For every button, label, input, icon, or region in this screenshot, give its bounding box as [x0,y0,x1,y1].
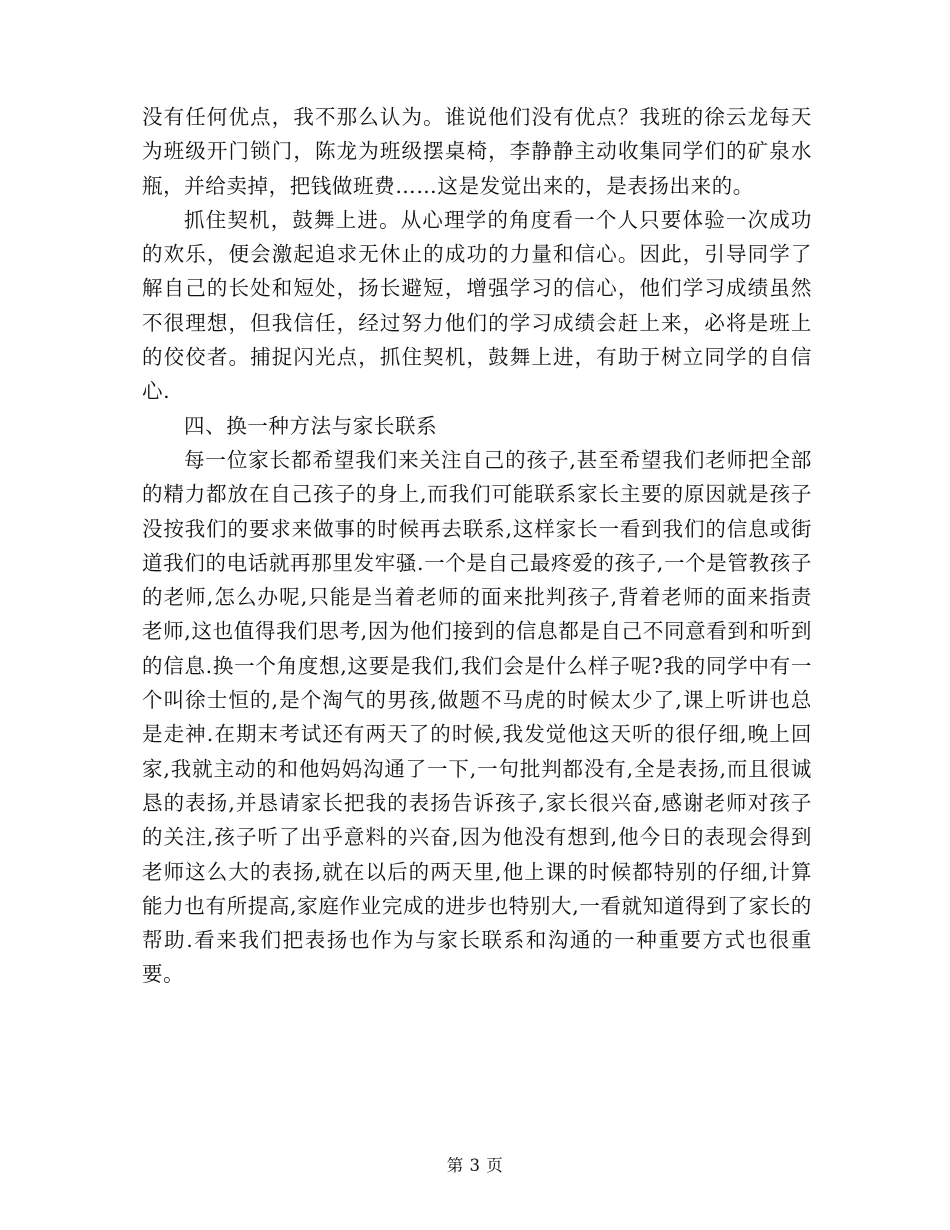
section-heading: 四、换一种方法与家长联系 [184,413,438,438]
paragraph-parent-contact: 每一位家长都希望我们来关注自己的孩子,甚至希望我们老师把全部的精力都放在自己孩子的身上,而我们可能联系家长主要的原因就是孩子没按我们的要求来做事的时候再去联系,这样家长一看到我们的信息或街道我们的电话就再那里发牢骚.一个是自己最疼爱的孩子,一个是管教孩子的老师,怎么办呢,只能是当着老师的面来批判孩子,背着老师的面来指责老师,这也值得我们思考,因为他们接到的信息都是自己不同意看到和听到的信息.换一个角度想,这要是我们,我们会是什么样子呢?我的同学中有一个叫徐士恒的,是个淘气的男孩,做题不马虎的时候太少了,课上听讲也总是走神.在期末考试还有两天了的时候,我发觉他这天听的很仔细,晚上回家,我就主动的和他妈妈沟通了一下,一句批判都没有,全是表扬,而且很诚恳的表扬,并恳请家长把我的表扬告诉孩子,家长很兴奋,感谢老师对孩子的关注,孩子听了出乎意料的兴奋,因为他没有想到,他今日的表现会得到老师这么大的表扬,就在以后的两天里,他上课的时候都特别的仔细,计算能力也有所提高,家庭作业完成的进步也特别大,一看就知道得到了家长的帮助.看来我们把表扬也作为与家长联系和沟通的一种重要方式也很重要。 [142,447,812,987]
page-number: 第 3 页 [446,1156,504,1175]
document-body [142,100,812,992]
paragraph-continuation: 没有任何优点，我不那么认为。谁说他们没有优点？我班的徐云龙每天为班级开门锁门，陈龙为班级摆桌椅，李静静主动收集同学们的矿泉水瓶，并给卖掉，把钱做班费……这是发觉出来的，是表扬出来的。 [142,105,812,198]
paragraph-seize-opportunity: 抓住契机，鼓舞上进。从心理学的角度看一个人只要体验一次成功的欢乐，便会激起追求无休止的成功的力量和信心。因此，引导同学了解自己的长处和短处，扬长避短，增强学习的信心，他们学习成绩虽然不很理想，但我信任，经过努力他们的学习成绩会赶上来，必将是班上的佼佼者。捕捉闪光点，抓住契机，鼓舞上进，有助于树立同学的自信心. [142,207,812,404]
